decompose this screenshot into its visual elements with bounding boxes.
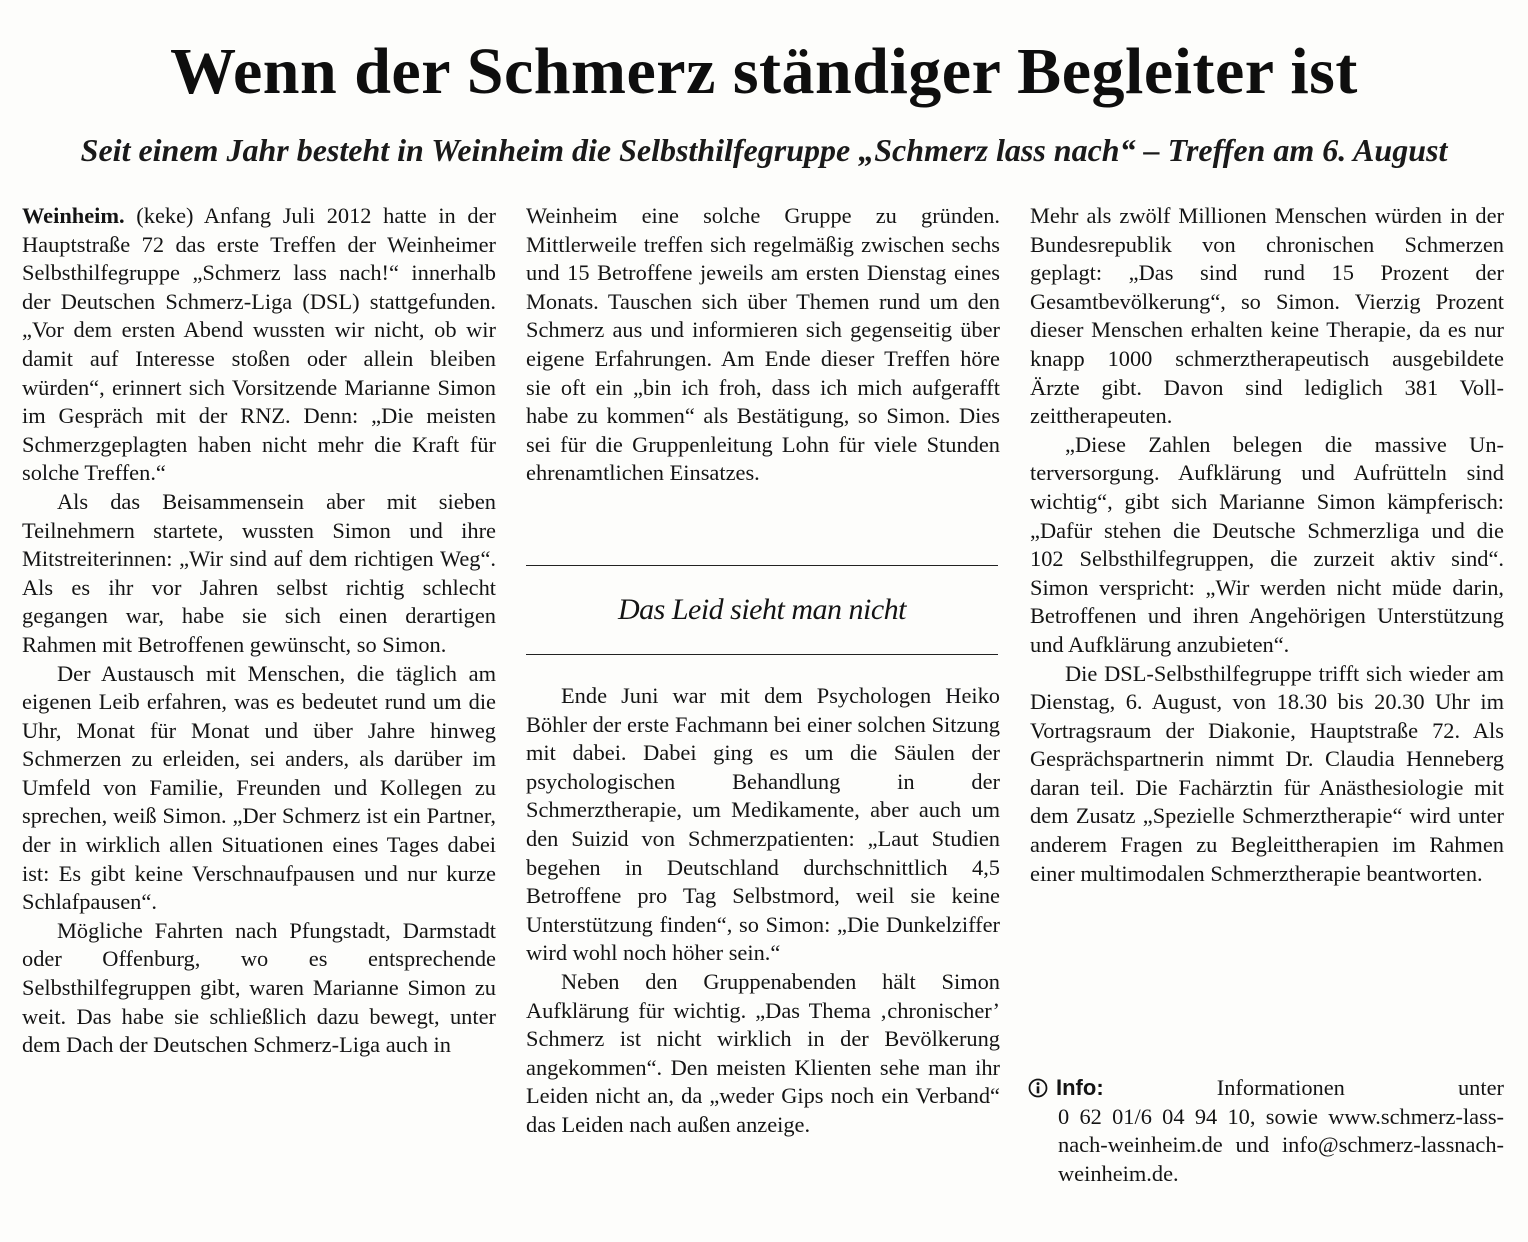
info-label-group	[1028, 1074, 1104, 1103]
article-column-3	[1030, 202, 1504, 888]
headline: Wenn der Schmerz ständiger Begleiter ist	[170, 35, 1358, 108]
dateline: Weinheim.	[22, 203, 125, 228]
article-column-2	[526, 202, 1000, 488]
info-details: 0 62 01/6 04 94 10, sowie www.schmerz-lass-nach-weinheim.de und info@schmerz-lassnach-weinheim.de.	[1058, 1103, 1504, 1186]
paragraph	[22, 202, 496, 488]
paragraph: Ende Juni war mit dem Psychologen Heiko Böhler der erste Fachmann bei einer solchen Sitzung mit dabei. Dabei ging es um die Säulen der psychologischen Behandlung in der Schmerztherapie, um Medikamente, aber auch um den Suizid von Schmerzpatienten: „Laut Studien begehen in Deutschland durchschnittlich 4,5 Betroffene pro Tag Selbstmord, weil sie keine Unterstützung finden“, so Simon: „Die Dunkelziffer wird wohl noch höher sein.“	[526, 683, 1000, 966]
info-box	[1028, 1074, 1504, 1188]
paragraph: Neben den Gruppenabenden hält Simon Aufklärung für wichtig. „Das Thema ‚chronischer’ Schmerz ist nicht wirklich in der Bevölkerung angekommen“. Den meisten Klienten sehe man ihr Leiden nicht an, da „weder Gips noch ein Verband“ das Leiden nach außen anzeige.	[526, 968, 1000, 1137]
paragraph: Als das Beisammensein aber mit sieben Teilnehmern startete, wussten Simon und ihre Mitstreiterinnen: „Wir sind auf dem richtigen Weg“. Als es ihr vor Jahren selbst richtig schlecht gegangen war, habe sie sich einen derartigen Rahmen mit Betroffenen gewünscht, so Simon.	[22, 488, 496, 657]
paragraph: Mehr als zwölf Millionen Menschen würden in der Bundesrepublik von chronischen Schmerzen geplagt: „Das sind rund 15 Prozent der Gesamtbevölkerung“, so Simon. Vierzig Prozent dieser Menschen erhalten keine Therapie, da es nur knapp 1000 schmerztherapeutisch ausgebildete Ärzte gibt. Davon sind lediglich 381 Vollzeittherapeuten.	[1030, 203, 1504, 429]
paragraph: Mögliche Fahrten nach Pfungstadt, Darmstadt oder Offenburg, wo es entsprechende Selbsthilfegruppen gibt, waren Marianne Simon zu weit. Das habe sie schließlich dazu bewegt, unter dem Dach der Deutschen Schmerz-Liga auch in	[22, 917, 496, 1058]
paragraph: Der Austausch mit Menschen, die täglich am eigenen Leib erfahren, was es bedeutet rund um die Uhr, Monat für Monat und über Jahre hinweg Schmerzen zu erleiden, sei anders, als darüber im Umfeld von Familie, Freunden und Kollegen zu sprechen, weiß Simon. „Der Schmerz ist ein Partner, der in wirklich allen Situationen eines Tages dabei ist: Es gibt keine Verschnaufpausen und nur kurze Schlafpausen“.	[22, 660, 496, 915]
info-first-line	[1028, 1074, 1504, 1103]
article-column-1	[22, 202, 496, 1060]
paragraph-text: (keke) Anfang Juli 2012 hatte in der Hauptstraße 72 das erste Treffen der Weinheimer Selbsthilfegruppe „Schmerz lass nach!“ innerhalb der Deutschen Schmerz-Liga (DSL) stattgefunden. „Vor dem ersten Abend wussten wir nicht, ob wir damit auf Interesse stoßen oder allein bleiben würden“, erinnert sich Vorsitzende Marianne Simon im Gespräch mit der RNZ. Denn: „Die meisten Schmerzgeplagten haben nicht mehr die Kraft für solche Treffen.“	[22, 203, 496, 486]
paragraph: Die DSL-Selbsthilfegruppe trifft sich wieder am Dienstag, 6. August, von 18.30 bis 20.30 Uhr im Vortragsraum der Diakonie, Hauptstraße 72. Als Gesprächspartnerin nimmt Dr. Claudia Henneberg daran teil. Die Fachärztin für Anästhesiologie mit dem Zusatz „Spezielle Schmerztherapie“ wird unter anderem Fragen zu Begleittherapien im Rahmen einer multimodalen Schmerztherapie beantworten.	[1030, 660, 1504, 886]
info-label: Info:	[1056, 1075, 1104, 1100]
article-column-2-continued	[526, 682, 1000, 1140]
info-first-end: unter	[1457, 1075, 1504, 1100]
subheadline: Seit einem Jahr besteht in Weinheim die Selbsthilfegruppe „Schmerz lass nach“ – Treffen am 6. August	[80, 132, 1448, 168]
info-first-word: Informationen	[1216, 1075, 1345, 1100]
info-icon	[1028, 1078, 1048, 1098]
paragraph: Weinheim eine solche Gruppe zu gründen. Mittlerweile treffen sich regelmäßig zwischen sechs und 15 Betroffene jeweils am ersten Dienstag eines Monats. Tauschen sich über Themen rund um den Schmerz aus und informieren sich gegenseitig über eigene Erfahrungen. Am Ende dieser Treffen höre sie oft ein „bin ich froh, dass ich mich aufgerafft habe zu kommen“ als Bestätigung, so Simon. Dies sei für die Gruppenleitung Lohn für viele Stunden ehrenamtlichen Einsatzes.	[526, 203, 1000, 486]
paragraph: „Diese Zahlen belegen die massive Unterversorgung. Aufklärung und Aufrütteln sind wichtig“, gibt sich Marianne Simon kämpferisch: „Dafür stehen die Deutsche Schmerzliga und die 102 Selbsthilfegruppen, die zurzeit aktiv sind“. Simon verspricht: „Wir werden nicht müde darin, Betroffenen und ihren Angehörigen Unterstützung und Aufklärung anzubieten“.	[1030, 431, 1504, 657]
subhead: Das Leid sieht man nicht	[618, 593, 906, 626]
subhead-block	[526, 565, 998, 655]
